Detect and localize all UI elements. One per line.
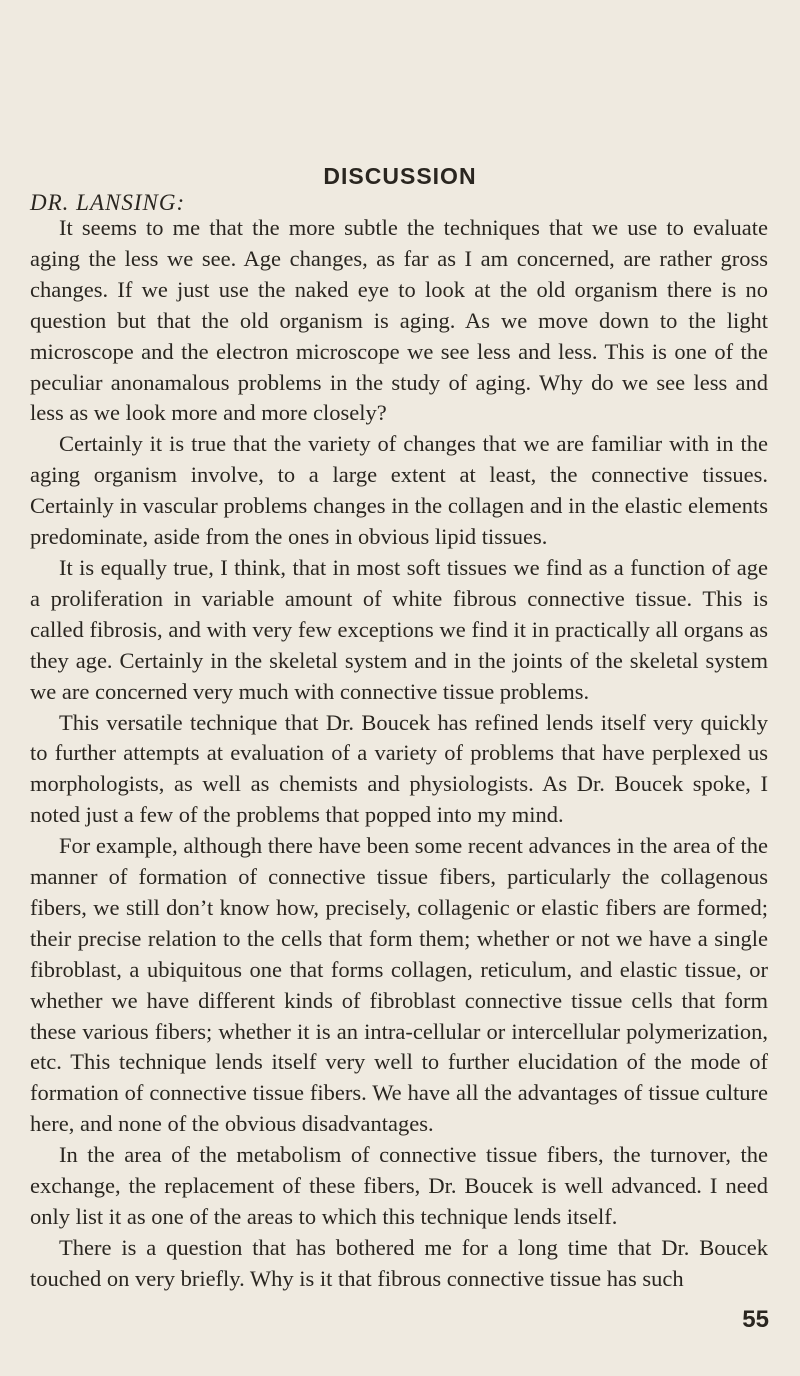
paragraph: There is a question that has bothered me for a long time that Dr. Boucek touched on very briefly. Why is it that fibrous connective tissue has such	[30, 1234, 768, 1291]
paragraph: This versatile technique that Dr. Boucek has refined lends itself very quickly to further attempts at evaluation of a variety of problems that have perplexed us morphologists, as well as chemists and physiologists. As Dr. Boucek spoke, I noted just a few of the problems that popped into my mind.	[30, 709, 768, 828]
discussion-body	[30, 213, 768, 1295]
paragraph: It is equally true, I think, that in most soft tissues we find as a function of age a proliferation in variable amount of white fibrous connective tissue. This is called fibrosis, and with very few exceptions we find it in practically all organs as they age. Certainly in the skeletal system and in the joints of the skeletal system we are concerned very much with connective tissue problems.	[30, 554, 768, 704]
section-heading: DISCUSSION	[323, 163, 477, 189]
paragraph: Certainly it is true that the variety of changes that we are familiar with in the aging organism involve, to a large extent at least, the connective tissues. Certainly in vascular problems changes in the collagen and in the elastic elements predominate, aside from the ones in obvious lipid tissues.	[30, 431, 768, 550]
speaker-label: DR. LANSING:	[30, 190, 186, 215]
paragraph: In the area of the metabolism of connective tissue fibers, the turnover, the exchange, the replacement of these fibers, Dr. Boucek is well advanced. I need only list it as one of the areas to which this technique lends itself.	[30, 1142, 768, 1229]
paragraph: It seems to me that the more subtle the techniques that we use to evaluate aging the less we see. Age changes, as far as I am concerned, are rather gross changes. If we just use the naked eye to look at the old organism there is no question but that the old organism is aging. As we move down to the light microscope and the electron microscope we see less and less. This is one of the peculiar anonamalous problems in the study of aging. Why do we see less and less as we look more and more closely?	[30, 215, 768, 426]
paragraph: For example, although there have been some recent advances in the area of the manner of formation of connective tissue fibers, particularly the collagenous fibers, we still don’t know how, precisely, collagenic or elastic fibers are formed; their precise relation to the cells that form them; whether or not we have a single fibroblast, a ubiquitous one that forms collagen, reticulum, and elastic tissue, or whether we have different kinds of fibroblast connective tissue cells that form these various fibers; whether it is an intra-cellular or intercellular polymerization, etc. This technique lends itself very well to further elucidation of the mode of formation of connective tissue fibers. We have all the advantages of tissue culture here, and none of the obvious disadvantages.	[30, 833, 768, 1137]
page-number: 55	[742, 1306, 769, 1333]
